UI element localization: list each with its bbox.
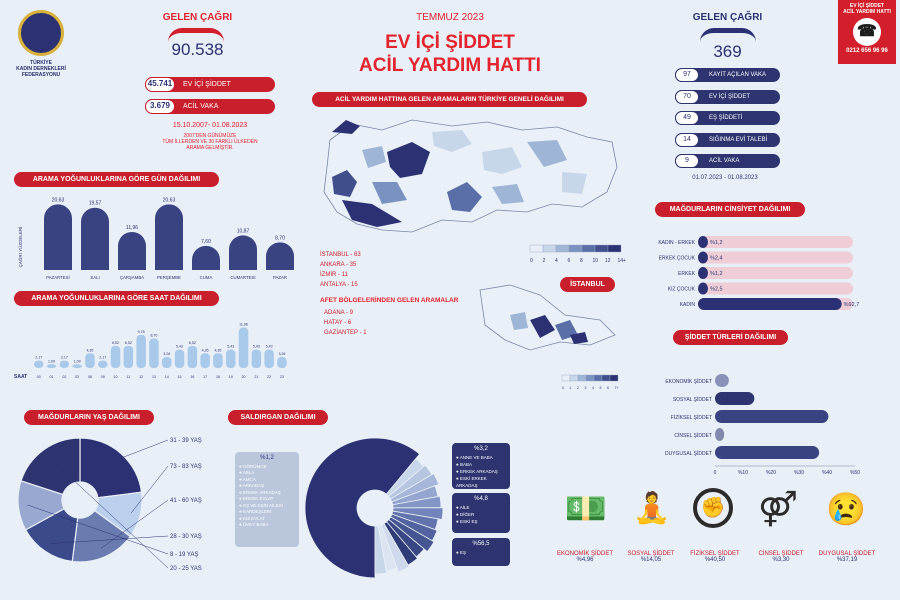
data-label: 4,35 (86, 348, 94, 353)
tick-label: 15 (177, 375, 182, 379)
bar (715, 374, 729, 387)
data-label: 5,43 (176, 344, 184, 349)
right-calls-total: 369 (713, 42, 742, 61)
scale-label: 2 (542, 258, 546, 264)
left-calls-label: GELEN ÇAĞRI (162, 12, 233, 23)
icon-label: EKONOMİK ŞİDDET %4,96 (556, 551, 613, 563)
header-title-1: EV İÇİ ŞİDDET (385, 32, 515, 53)
legend-item: ● BABA (456, 462, 472, 467)
data-label: 20,63 (162, 197, 176, 204)
legend-item: ● AMCA (239, 476, 256, 482)
legend-item: ● ÜVEY BABA (239, 522, 269, 527)
data-label: 2,17 (99, 355, 107, 360)
tick-label: 10 (113, 375, 118, 379)
emotional-distress-icon: 😢 (826, 491, 866, 527)
tick-label: SALI (90, 275, 100, 280)
tick-label: PAZARTESİ (46, 275, 70, 280)
pie-slice (80, 438, 142, 498)
scale-swatch (530, 245, 543, 252)
legend-item: ● KIZ EVLAT (239, 515, 266, 521)
right-calls-range: 01.07.2023 - 01.08.2023 (692, 175, 758, 181)
bar (715, 392, 754, 405)
bar (162, 357, 172, 368)
scale-swatch (610, 375, 618, 381)
tick-label: 03 (75, 375, 80, 379)
tick-label: CİNSEL ŞİDDET (674, 433, 712, 439)
tick-label: %20 (765, 470, 777, 476)
city-item: İZMİR - 11 (320, 272, 348, 278)
scale-label: 8 (580, 258, 583, 264)
scale-label: 7+ (614, 386, 619, 390)
tick-label: 08 (87, 375, 92, 379)
bar (715, 428, 724, 441)
scale-label: 2 (577, 386, 579, 390)
money-icon: 💵 (564, 490, 608, 528)
left-call-item: 45.741 EV İÇİ ŞİDDET (145, 77, 275, 92)
scale-swatch (602, 375, 610, 381)
violence-chart-title: ŞİDDET TÜRLERİ DAĞILIMI (673, 330, 788, 345)
bar (85, 353, 95, 368)
tick-label: ERKEK (678, 271, 695, 277)
bar (72, 364, 82, 368)
leader-line (115, 440, 168, 460)
violence-chart (640, 372, 885, 482)
tick-label: 12 (139, 375, 144, 379)
right-call-item: 49 EŞ ŞİDDETİ (675, 111, 780, 125)
tick-label: 09 (100, 375, 105, 379)
right-call-item: 14 SIĞINMA EVİ TALEBİ (675, 133, 780, 147)
bar (698, 236, 708, 248)
slice-label: 41 - 60 YAŞ (170, 498, 202, 504)
map-scale (528, 243, 628, 265)
attacker-box-2: %3,2 ● ANNE VE BABA ● BABA ● ERKEK ARKADAŞ ● ESKİ ERKEK ARKADAŞ (452, 443, 510, 489)
legend-item: ● EŞ VE EŞİN AİLESİ (239, 502, 283, 508)
tick-label: EKONOMİK ŞİDDET (665, 379, 712, 385)
data-label: 3,26 (278, 351, 286, 356)
gender-symbols-icon: ⚤ (758, 490, 798, 528)
bar (44, 204, 72, 270)
map-title: ACİL YARDIM HATTINA GELEN ARAMALARIN TÜRKİYE GENELİ DAĞILIMI (312, 92, 587, 107)
tick-label: 11 (126, 375, 131, 379)
bar (715, 410, 828, 423)
data-label: 5,43 (227, 344, 235, 349)
scale-label: 10 (592, 258, 599, 264)
bar (277, 357, 287, 368)
data-label: 1,09 (48, 359, 56, 364)
city-item: İSTANBUL - 63 (320, 252, 361, 258)
bar (111, 346, 121, 368)
data-label: 10,87 (236, 228, 250, 235)
bar (715, 446, 819, 459)
legend-item: ● ERKEK EVLAT (239, 496, 274, 501)
scale-label: 1 (569, 386, 572, 390)
bar (149, 339, 159, 368)
icon-label: FİZİKSEL ŞİDDET %40,50 (690, 551, 740, 563)
right-call-item: 9 ACİL VAKA (675, 154, 780, 168)
data-label: 3,26 (163, 351, 171, 356)
logo-text: TÜRKİYE KADIN DERNEKLERİ FEDERASYONU (16, 60, 66, 78)
data-label: 4,35 (201, 348, 209, 353)
right-call-item: 70 EV İÇİ ŞİDDET (675, 90, 780, 104)
tick-label: 19 (228, 375, 233, 379)
scale-swatch (578, 375, 586, 381)
data-label: 2,17 (35, 355, 43, 360)
header-title-2: ACİL YARDIM HATTI (359, 55, 541, 76)
tick-label: KADIN - ERKEK (658, 240, 695, 246)
data-label: %1,2 (710, 240, 723, 246)
bar (155, 204, 183, 270)
scale-swatch (569, 245, 582, 252)
scale-swatch (556, 245, 569, 252)
scale-label: 14+ (617, 258, 626, 264)
data-label: 9,78 (137, 329, 145, 334)
city-list (320, 250, 440, 290)
disaster-title: AFET BÖLGELERİNDEN GELEN ARAMALAR (320, 297, 459, 304)
tick-label: CUMA (199, 275, 213, 280)
tick-label: 18 (215, 375, 220, 379)
bar (698, 267, 708, 279)
age-chart (10, 430, 220, 570)
bar (229, 235, 257, 270)
tick-label: %30 (793, 470, 805, 476)
tick-label: CUMARTESİ (230, 275, 256, 280)
bar (266, 242, 294, 270)
legend-item: ● ERKEK ARKADAŞ (239, 489, 281, 495)
tick-label: SOSYAL ŞİDDET (672, 397, 712, 403)
bar (118, 232, 146, 270)
scale-label: 6 (567, 258, 571, 264)
y-axis-label: ÇAĞRI YÜZDELERİ (18, 226, 23, 268)
bar (239, 328, 249, 368)
bar (136, 335, 146, 368)
data-label: 2,17 (60, 355, 68, 360)
tick-label: 21 (254, 375, 259, 379)
city-item: ANKARA - 35 (320, 262, 357, 268)
hours-chart-title: ARAMA YOĞUNLUKLARINA GÖRE SAAT DAĞILIMI (14, 291, 219, 306)
disaster-item: HATAY - 6 (324, 320, 352, 326)
bar (98, 361, 108, 368)
attacker-box-1: %1,2 ● GÖRÜMCE ● ABLA ● AMCA ● ARKADAŞ ● ERKEK ARKADAŞ ● ERKEK EVLAT ● EŞ VE EŞİN AİLESİ ● KARDEŞLERİ ● KIZ EVLAT ● ÜVEY BABA (235, 452, 299, 547)
icon-label: CİNSEL ŞİDDET %3,30 (758, 551, 804, 563)
gender-chart-title: MAĞDURLARIN CİNSİYET DAĞILIMI (655, 202, 805, 217)
bar (252, 350, 262, 368)
scale-swatch (562, 375, 570, 381)
attacker-box-3: %4,8 ● AİLE ● DİĞER ● ESKİ EŞ (452, 493, 510, 533)
scale-swatch (595, 245, 608, 252)
slice-label: 28 - 30 YAŞ (170, 534, 202, 540)
federation-logo (18, 10, 64, 56)
scale-swatch (543, 245, 556, 252)
days-chart-title: ARAMA YOĞUNLUKLARINA GÖRE GÜN DAĞILIMI (14, 172, 219, 187)
bar (698, 252, 708, 264)
city-item: ANTALYA - 15 (320, 282, 358, 288)
slice-label: 73 - 83 YAŞ (170, 464, 202, 470)
slice-label: 31 - 39 YAŞ (170, 438, 202, 444)
header-date: TEMMUZ 2023 (416, 12, 484, 23)
slice-label: 8 - 19 YAŞ (170, 552, 199, 558)
attacker-box-4: %56,5 ● EŞ (452, 538, 510, 566)
bar (698, 298, 842, 310)
icon-label: SOSYAL ŞİDDET %14,05 (627, 551, 675, 563)
legend-item: ● ERKEK ARKADAŞ (456, 469, 498, 474)
right-calls-label: GELEN ÇAĞRI (692, 12, 763, 23)
tick-label: %50 (849, 470, 861, 476)
hotline-badge: EV İÇİ ŞİDDET ACİL YARDIM HATTI ☎ 0212 656 96 96 (838, 0, 896, 64)
x-axis-label: SAAT (14, 374, 28, 380)
tick-label: 23 (279, 375, 284, 379)
bar (226, 350, 236, 368)
tick-label: ÇARŞAMBA (119, 275, 145, 280)
istanbul-scale (560, 374, 622, 392)
scale-label: 5 (599, 386, 602, 390)
istanbul-label: İSTANBUL (560, 277, 615, 292)
tick-label: 13 (151, 375, 156, 379)
legend-item: ● EŞ (456, 550, 466, 555)
data-label: 5,43 (252, 344, 260, 349)
data-label: 5,43 (265, 344, 273, 349)
legend-item: ● GÖRÜMCE (239, 463, 267, 469)
scale-label: 3 (584, 386, 587, 390)
tick-label: 0 (713, 470, 717, 476)
legend-item: ● KARDEŞLERİ (239, 509, 272, 514)
bar (213, 353, 223, 368)
slice-label: 20 - 25 YAŞ (170, 566, 202, 570)
tick-label: KIZ ÇOCUK (667, 286, 695, 293)
tick-label: %40 (821, 470, 833, 476)
tick-label: 22 (267, 375, 272, 379)
scale-label: 0 (530, 258, 533, 264)
hours-chart (14, 318, 309, 386)
violence-icons (545, 478, 895, 578)
social-isolation-icon: 🧘 (633, 492, 671, 525)
data-label: 4,35 (214, 348, 222, 353)
left-call-item: 3.679 ACİL VAKA (145, 99, 275, 114)
disaster-item: GAZİANTEP - 1 (324, 330, 367, 336)
turkey-map (312, 112, 632, 247)
legend-item: ● ANNE VE BABA (456, 455, 493, 460)
tick-label: 01 (49, 375, 54, 379)
tick-label: ERKEK ÇOCUK (658, 255, 695, 262)
data-label: %2,5 (710, 286, 723, 293)
scale-label: 4 (592, 386, 594, 390)
bar (60, 361, 70, 368)
disaster-item: ADANA - 9 (324, 310, 354, 316)
legend-item: ● ARKADAŞ (239, 483, 265, 488)
icon-label: DUYGUSAL ŞİDDET %37,19 (818, 551, 876, 563)
scale-swatch (586, 375, 594, 381)
bar (175, 350, 185, 368)
legend-item: ● DİĞER (456, 512, 475, 517)
bar (264, 350, 274, 368)
scale-swatch (594, 375, 602, 381)
tick-label: %10 (737, 470, 749, 476)
tick-label: 17 (203, 375, 208, 379)
scale-swatch (608, 245, 621, 252)
phone-icon: ☎ (853, 18, 881, 46)
scale-label: 12 (605, 258, 611, 264)
data-label: 1,09 (73, 359, 81, 364)
tick-label: 14 (164, 375, 169, 379)
tick-label: FİZİKSEL ŞİDDET (670, 415, 712, 421)
tick-label: 20 (241, 375, 246, 379)
data-label: 20,63 (51, 197, 65, 204)
legend-item: ● ESKİ EŞ (456, 519, 478, 524)
scale-label: 6 (607, 386, 609, 390)
bar (192, 246, 220, 270)
attacker-chart (300, 428, 450, 580)
left-calls-note: 2007'DEN GÜNÜMÜZE TÜM İLLERDEN VE 30 FARKLI ÜLKEDEN ARAMA GELMİŞTİR. (162, 133, 258, 151)
data-label: 6,52 (188, 340, 196, 345)
tick-label: KADIN (679, 302, 695, 308)
scale-label: 4 (555, 258, 558, 264)
scale-swatch (582, 245, 595, 252)
tick-label: PERŞEMBE (157, 275, 181, 280)
legend-item: ● ESKİ ERKEK ARKADAŞ (456, 476, 487, 488)
istanbul-map (470, 280, 620, 375)
tick-label: 02 (62, 375, 67, 379)
data-label: 8,70 (275, 235, 285, 242)
left-calls-range: 15.10.2007- 01.08.2023 (172, 122, 248, 129)
data-label: 19,57 (88, 200, 102, 207)
scale-label: 0 (562, 386, 564, 390)
bar (698, 283, 708, 295)
bar (188, 346, 198, 368)
bar (47, 364, 57, 368)
gender-chart (640, 234, 880, 316)
no-violence-icon: ✊ (693, 488, 733, 528)
data-label: %2,4 (710, 255, 723, 262)
scale-swatch (570, 375, 578, 381)
bar (200, 353, 210, 368)
data-label: %92,7 (843, 302, 860, 308)
legend-item: ● ABLA (239, 470, 255, 475)
data-label: 11,96 (239, 322, 248, 327)
phone-handset-icon-right (700, 28, 756, 42)
bar (124, 346, 134, 368)
data-label: 6,52 (124, 340, 132, 345)
left-calls-total: 90.538 (171, 40, 224, 59)
legend-item: ● AİLE (456, 505, 470, 510)
bar (81, 208, 109, 270)
right-call-item: 97 KAYIT AÇILAN VAKA (675, 68, 780, 82)
data-label: %1,2 (710, 271, 723, 277)
tick-label: DUYGUSAL ŞİDDET (664, 451, 712, 457)
tick-label: 16 (190, 375, 195, 379)
data-label: 8,70 (150, 333, 158, 338)
disaster-list (324, 308, 444, 338)
tick-label: 00 (36, 375, 41, 379)
tick-label: PAZAR (272, 275, 288, 280)
days-chart (14, 192, 299, 290)
bar (34, 361, 44, 368)
data-label: 7,60 (201, 238, 211, 245)
age-chart-title: MAĞDURLARIN YAŞ DAĞILIMI (24, 410, 154, 425)
pie-hole (358, 491, 392, 525)
data-label: 11,96 (125, 224, 139, 231)
data-label: 6,52 (112, 340, 120, 345)
attacker-chart-title: SALDIRGAN DAĞILIMI (228, 410, 328, 425)
